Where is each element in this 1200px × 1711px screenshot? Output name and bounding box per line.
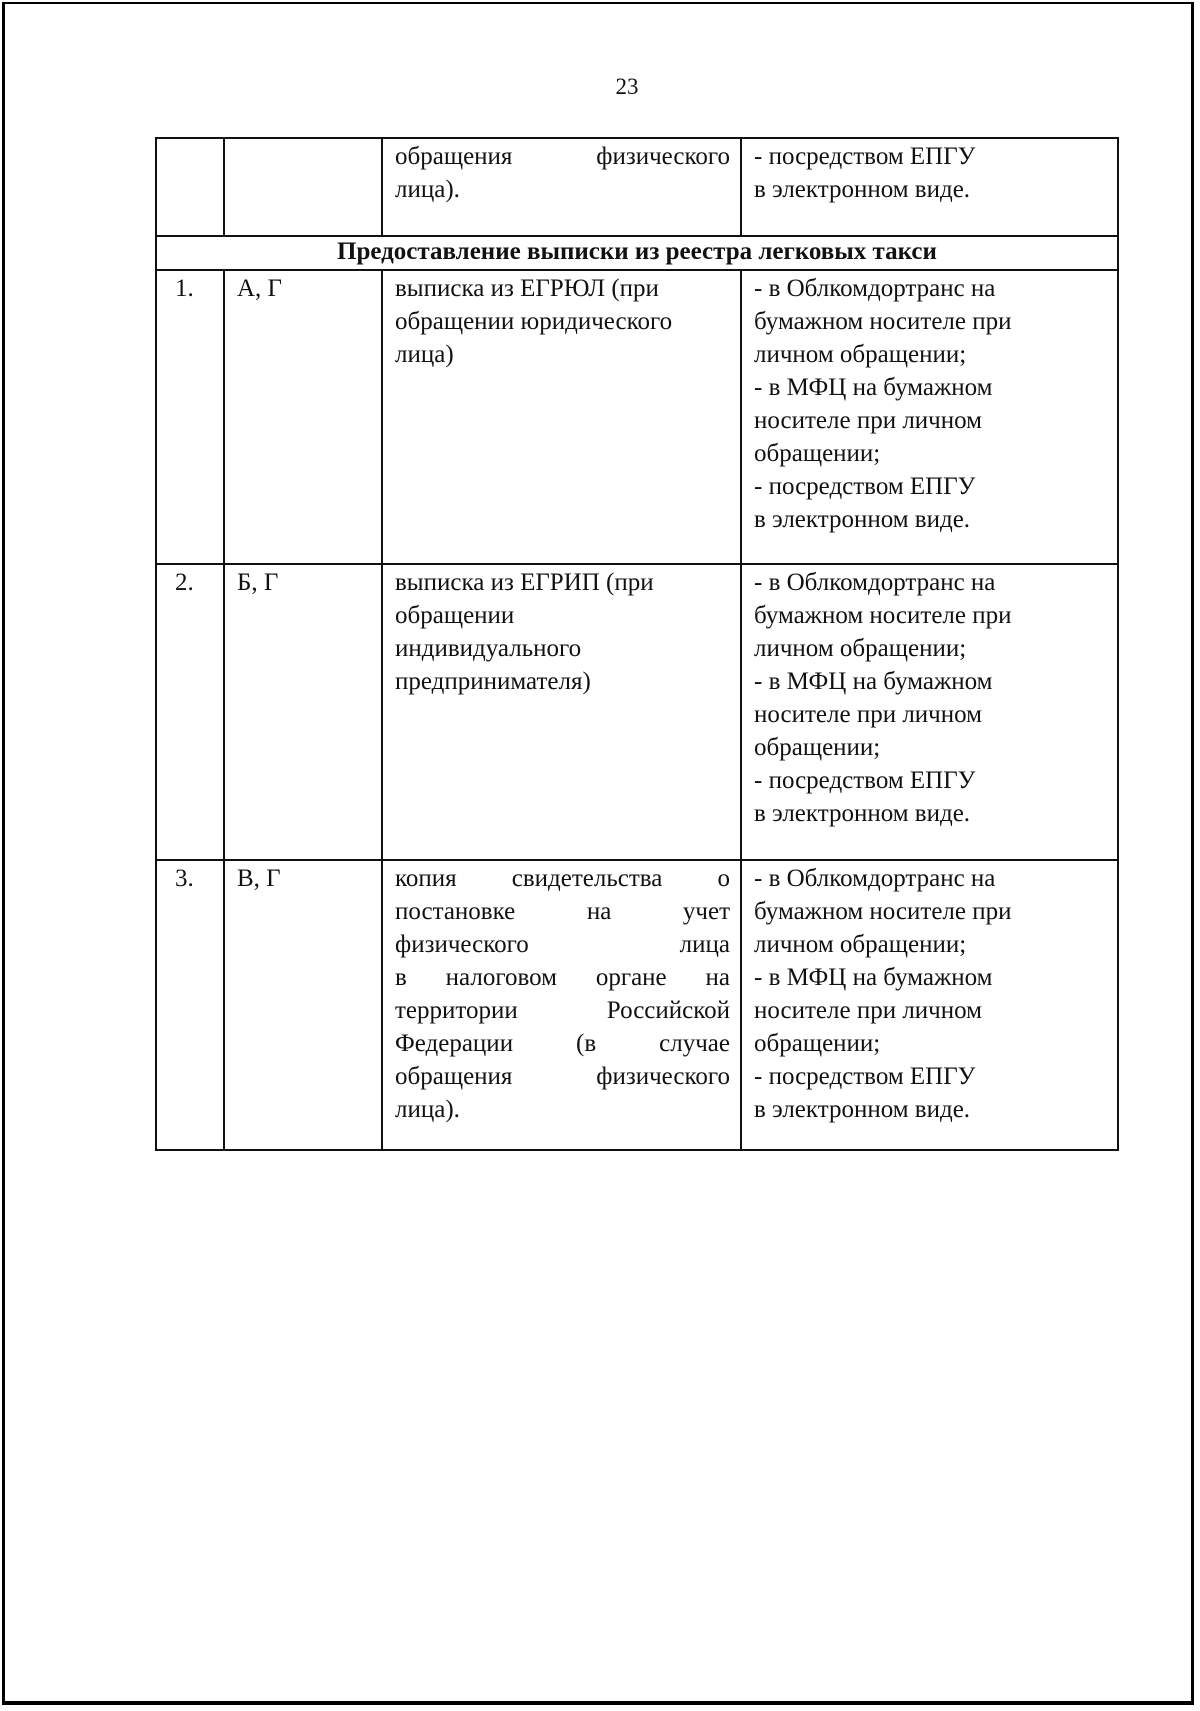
text-line: в электронном виде. <box>754 176 971 203</box>
continuation-row <box>156 138 1118 236</box>
text-line: - посредством ЕПГУ <box>754 767 976 794</box>
row-method <box>741 270 1118 564</box>
section-row <box>156 236 1118 270</box>
row-method <box>741 860 1118 1150</box>
text-line: носителе при личном <box>754 701 982 728</box>
text-line: личном обращении; <box>754 341 967 368</box>
text-line: - посредством ЕПГУ <box>754 143 976 170</box>
row-document <box>382 270 741 564</box>
text-line: бумажном носителе при <box>754 898 1012 925</box>
text-line: лица) <box>395 341 454 368</box>
text-line: обращения физического <box>395 143 730 170</box>
text-line: Федерации (в случае <box>395 1030 730 1057</box>
table-row <box>156 564 1118 860</box>
text-line: в электронном виде. <box>754 1096 971 1123</box>
text-line: территории Российской <box>395 997 730 1024</box>
text-line: выписка из ЕГРЮЛ (при <box>395 275 659 302</box>
page-number: 23 <box>615 74 639 99</box>
text-line: постановке на учет <box>395 898 730 925</box>
text-line: индивидуального <box>395 635 582 662</box>
text-line: носителе при личном <box>754 407 982 434</box>
text-line: лица). <box>395 1096 460 1123</box>
text-line: обращении юридического <box>395 308 673 335</box>
text-line: - в МФЦ на бумажном <box>754 668 993 695</box>
text-line: физического лица <box>395 931 730 958</box>
row-code: А, Г <box>224 270 382 564</box>
cell-code <box>224 138 382 236</box>
text-line: бумажном носителе при <box>754 602 1012 629</box>
text-line: личном обращении; <box>754 635 967 662</box>
text-line: обращении <box>395 602 515 629</box>
text-line: личном обращении; <box>754 931 967 958</box>
text-line: - в Облкомдортранс на <box>754 865 996 892</box>
text-line: в электронном виде. <box>754 506 971 533</box>
text-line: - в МФЦ на бумажном <box>754 374 993 401</box>
text-line: копия свидетельства о <box>395 865 730 892</box>
row-document <box>382 564 741 860</box>
table-row <box>156 860 1118 1150</box>
text-line: бумажном носителе при <box>754 308 1012 335</box>
row-number: 3. <box>156 860 224 1150</box>
row-number: 2. <box>156 564 224 860</box>
row-code: В, Г <box>224 860 382 1150</box>
text-line: обращении; <box>754 734 881 761</box>
text-line: лица). <box>395 176 460 203</box>
text-line: носителе при личном <box>754 997 982 1024</box>
text-line: - в Облкомдортранс на <box>754 275 996 302</box>
text-line: - посредством ЕПГУ <box>754 1063 976 1090</box>
cell-document <box>382 138 741 236</box>
row-code: Б, Г <box>224 564 382 860</box>
services-table <box>155 137 1119 1151</box>
text-line: обращении; <box>754 440 881 467</box>
cell-method <box>741 138 1118 236</box>
row-method <box>741 564 1118 860</box>
text-line: предпринимателя) <box>395 668 591 695</box>
table-row <box>156 270 1118 564</box>
section-title: Предоставление выписки из реестра легковых такси <box>156 236 1118 270</box>
text-line: - в МФЦ на бумажном <box>754 964 993 991</box>
text-line: обращения физического <box>395 1063 730 1090</box>
text-line: - посредством ЕПГУ <box>754 473 976 500</box>
text-line: в электронном виде. <box>754 800 971 827</box>
row-number: 1. <box>156 270 224 564</box>
text-line: в налоговом органе на <box>395 964 730 991</box>
text-line: выписка из ЕГРИП (при <box>395 569 654 596</box>
text-line: обращении; <box>754 1030 881 1057</box>
text-line: - в Облкомдортранс на <box>754 569 996 596</box>
row-document <box>382 860 741 1150</box>
cell-num <box>156 138 224 236</box>
